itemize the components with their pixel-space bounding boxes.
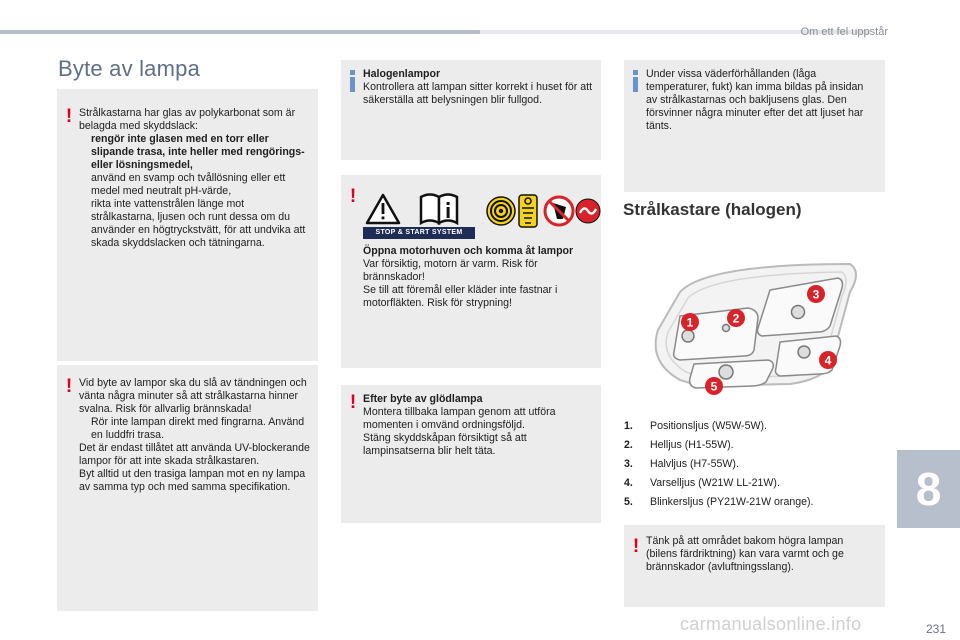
- halogen-body: Kontrollera att lampan sitter korrekt i huset för att säkerställa att belysningen blir fullgod.: [363, 81, 593, 106]
- square-bullet-icon: [79, 133, 91, 172]
- callout-2: [727, 309, 745, 327]
- exclamation-icon: !: [632, 536, 640, 557]
- exclamation-icon: !: [349, 392, 357, 413]
- svg-text:4: 4: [824, 353, 832, 368]
- callout-3: [807, 285, 825, 303]
- list-item: använd en svamp och tvållösning eller ett medel med neutralt pH-värde,: [79, 172, 310, 198]
- callout-5: [705, 377, 723, 395]
- no-hands-icon: [545, 197, 573, 225]
- list-item: rikta inte vattenstrålen länge mot strålkastarna, ljusen och runt dessa om du använder en högtryckstvätt, för att undvika att skada skyddslacken och tätningarna.: [79, 198, 310, 250]
- svg-text:5: 5: [710, 379, 718, 394]
- headlamp-diagram: [640, 256, 870, 406]
- halogen-info-box: [341, 60, 601, 160]
- exclamation-icon: !: [65, 106, 73, 127]
- hot-area-body: Tänk på att området bakom högra lampan (bilens färdriktning) kan vara varmt och ge brännskador (avluftningsslang).: [646, 535, 844, 573]
- list-item: 1. Positionsljus (W5W-5W).: [624, 420, 767, 432]
- svg-text:1: 1: [686, 315, 694, 330]
- bulb-drl: [798, 346, 810, 358]
- list-item: 5. Blinkersljus (PY21W-21W orange).: [624, 496, 814, 508]
- watermark: carmanualsonline.info: [680, 614, 862, 634]
- halogen-title: Halogenlampor: [363, 68, 441, 80]
- bulb-position: [682, 330, 694, 342]
- square-bullet-icon: [79, 416, 91, 442]
- page-number: 231: [925, 622, 946, 636]
- hot-surface-icon: [576, 199, 600, 223]
- after-change-body-2: Stäng skyddskåpan försiktigt så att lampinsatserna blir helt täta.: [363, 432, 527, 457]
- header-bar: [0, 30, 480, 34]
- after-change-title: Efter byte av glödlampa: [363, 393, 483, 405]
- bulb-high-beam: [723, 325, 730, 332]
- condensation-body: Under vissa väderförhållanden (låga temperaturer, fukt) kan imma bildas på insidan av strålkastarnas och bakljusens glas. Den försvinner några minuter efter det att ljuset har tänts.: [646, 68, 864, 132]
- condensation-info-box: [624, 60, 885, 192]
- svg-text:2: 2: [732, 311, 740, 326]
- safety-pictograms: [363, 189, 601, 241]
- headlamp-heading: Strålkastare (halogen): [623, 200, 802, 219]
- info-icon: [350, 70, 355, 92]
- fan-entanglement-icon: [487, 197, 515, 225]
- square-bullet-icon: [79, 172, 91, 198]
- chapter-number: 8: [915, 463, 942, 515]
- polycarbonate-warning-box: [57, 89, 318, 361]
- list-item: 2. Helljus (H1-55W).: [624, 439, 734, 451]
- exclamation-icon: !: [349, 186, 357, 207]
- callout-1: [681, 313, 699, 331]
- belt-hazard-icon: [519, 195, 537, 227]
- replace-text: Byt alltid ut den trasiga lampan mot en ny lampa av samma typ och med samma specifikation.: [79, 468, 306, 493]
- switch-off-warning-box: [57, 365, 318, 611]
- list-item: 3. Halvljus (H7-55W).: [624, 458, 739, 470]
- exclamation-icon: !: [65, 376, 73, 397]
- bonnet-warning-box: [341, 175, 601, 368]
- bonnet-title: Öppna motorhuven och komma åt lampor: [363, 245, 574, 257]
- switch-off-text: Vid byte av lampor ska du slå av tändningen och vänta några minuter så att strålkastarna hinner svalna. Risk för allvarlig brännskada!: [79, 377, 307, 415]
- bulb-list: [624, 417, 884, 512]
- info-icon: [633, 70, 638, 92]
- callout-4: [819, 351, 837, 369]
- hot-area-warning-box: [624, 525, 885, 607]
- uv-text: Det är endast tillåtet att använda UV-blockerande lampor för att inte skada strålkastaren.: [79, 442, 310, 467]
- polycarbonate-intro: Strålkastarna har glas av polykarbonat som är belagda med skyddslack:: [79, 107, 296, 132]
- list-item: Rör inte lampan direkt med fingrarna. Använd en luddfri trasa.: [79, 416, 310, 442]
- stop-start-label: STOP & START SYSTEM: [363, 227, 475, 239]
- list-item: rengör inte glasen med en torr eller slipande trasa, inte heller med rengörings- eller lösningsmedel,: [79, 133, 310, 172]
- svg-text:3: 3: [812, 287, 820, 302]
- list-item: 4. Varselljus (W21W LL-21W).: [624, 477, 780, 489]
- after-change-body-1: Montera tillbaka lampan genom att utföra momenten i omvänd ordningsföljd.: [363, 406, 556, 431]
- square-bullet-icon: [79, 198, 91, 250]
- bonnet-body-1: Var försiktig, motorn är varm. Risk för brännskador!: [363, 258, 538, 283]
- manual-book-icon: [421, 195, 457, 224]
- section-title: Om ett fel uppstår: [800, 26, 888, 38]
- bulb-indicator: [719, 365, 733, 379]
- page-title: Byte av lampa: [58, 56, 201, 81]
- bonnet-body-2: Se till att föremål eller kläder inte fastnar i motorfläkten. Risk för strypning!: [363, 284, 558, 309]
- after-change-warning-box: [341, 385, 601, 523]
- bulb-low-beam: [792, 306, 805, 319]
